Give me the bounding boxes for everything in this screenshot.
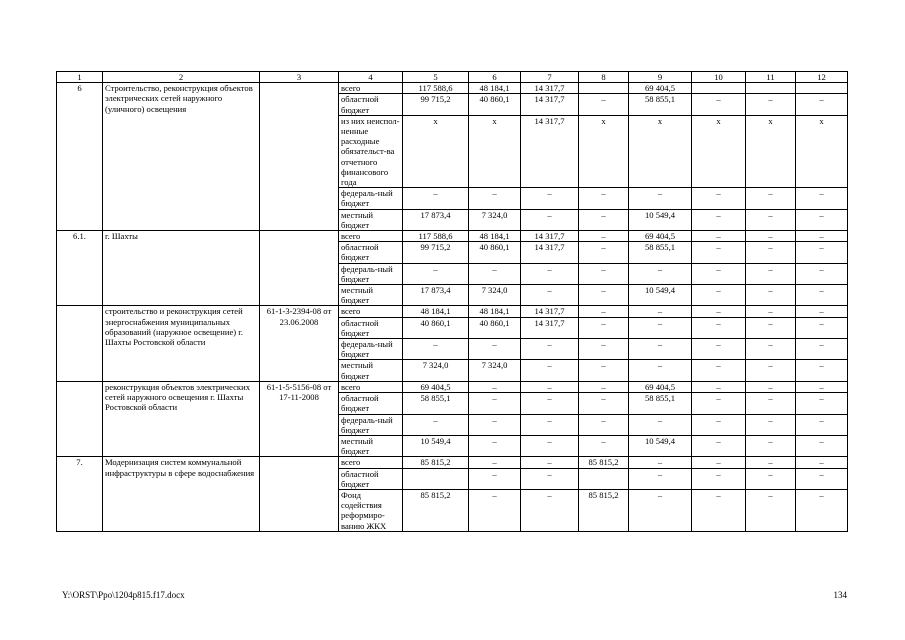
value-cell: 40 860,1 <box>403 317 469 338</box>
document-reference: 61-1-3-2394-08 от 23.06.2008 <box>260 306 339 381</box>
value-cell: – <box>796 188 848 209</box>
value-cell: – <box>579 263 629 284</box>
header-cell: 12 <box>796 72 848 83</box>
value-cell: – <box>579 393 629 414</box>
document-reference <box>260 83 339 231</box>
header-cell: 7 <box>521 72 579 83</box>
value-cell: – <box>579 242 629 263</box>
value-cell: – <box>692 242 746 263</box>
value-cell: 48 184,1 <box>469 306 521 317</box>
value-cell: – <box>579 435 629 456</box>
header-cell: 9 <box>629 72 692 83</box>
value-cell: 58 855,1 <box>403 393 469 414</box>
value-cell: 69 404,5 <box>403 381 469 392</box>
table-row <box>57 83 848 94</box>
value-cell: – <box>692 435 746 456</box>
header-row <box>57 72 848 83</box>
header-cell: 6 <box>469 72 521 83</box>
value-cell: х <box>692 115 746 187</box>
value-cell: – <box>629 489 692 531</box>
value-cell: – <box>796 393 848 414</box>
value-cell: – <box>629 468 692 489</box>
value-cell: – <box>692 393 746 414</box>
funding-source: всего <box>339 306 403 317</box>
funding-source: всего <box>339 381 403 392</box>
table-row <box>57 457 848 468</box>
value-cell: – <box>469 414 521 435</box>
value-cell: – <box>796 285 848 306</box>
item-name: г. Шахты <box>103 231 260 306</box>
value-cell: – <box>692 94 746 115</box>
value-cell: 58 855,1 <box>629 242 692 263</box>
value-cell: – <box>579 285 629 306</box>
funding-source: местный бюджет <box>339 209 403 230</box>
value-cell: – <box>579 209 629 230</box>
value-cell: х <box>629 115 692 187</box>
value-cell: – <box>746 188 796 209</box>
funding-source: всего <box>339 457 403 468</box>
value-cell: 117 588,6 <box>403 83 469 94</box>
value-cell: 7 324,0 <box>469 360 521 381</box>
value-cell: – <box>629 263 692 284</box>
funding-source: областной бюджет <box>339 94 403 115</box>
value-cell: – <box>692 489 746 531</box>
item-name: реконструкция объектов электрических сетей наружного освещения г. Шахты Ростовской области <box>103 381 260 456</box>
value-cell: – <box>692 457 746 468</box>
value-cell: – <box>629 317 692 338</box>
budget-table <box>56 71 848 532</box>
value-cell: – <box>796 306 848 317</box>
value-cell: 40 860,1 <box>469 317 521 338</box>
value-cell: – <box>746 435 796 456</box>
value-cell: 85 815,2 <box>579 489 629 531</box>
value-cell: – <box>796 263 848 284</box>
funding-source: всего <box>339 231 403 242</box>
value-cell: – <box>469 435 521 456</box>
value-cell: – <box>796 468 848 489</box>
item-number: 7. <box>57 457 103 531</box>
value-cell: 14 317,7 <box>521 83 579 94</box>
funding-source: федераль-ный бюджет <box>339 414 403 435</box>
funding-source: областной бюджет <box>339 242 403 263</box>
value-cell: – <box>579 306 629 317</box>
item-name: строительство и реконструкция сетей энергоснабжения муниципальных образований (наружное освещение) г. Шахты Ростовской области <box>103 306 260 381</box>
value-cell: – <box>796 94 848 115</box>
value-cell: – <box>692 339 746 360</box>
value-cell: – <box>796 231 848 242</box>
value-cell <box>579 83 629 94</box>
value-cell: – <box>403 263 469 284</box>
value-cell: – <box>521 435 579 456</box>
value-cell: – <box>746 209 796 230</box>
value-cell: х <box>469 115 521 187</box>
value-cell: – <box>692 360 746 381</box>
value-cell: х <box>796 115 848 187</box>
table-row <box>57 231 848 242</box>
value-cell: 10 549,4 <box>403 435 469 456</box>
header-cell: 2 <box>103 72 260 83</box>
value-cell: – <box>796 435 848 456</box>
item-number: 6.1. <box>57 231 103 306</box>
item-name: Строительство, реконструкция объектов электрических сетей наружного (уличного) освещения <box>103 83 260 231</box>
item-name: Модернизация систем коммунальной инфраструктуры в сфере водоснабжения <box>103 457 260 531</box>
funding-source: областной бюджет <box>339 393 403 414</box>
value-cell: – <box>796 489 848 531</box>
header-cell: 1 <box>57 72 103 83</box>
value-cell: 40 860,1 <box>469 94 521 115</box>
value-cell: – <box>746 381 796 392</box>
value-cell: – <box>746 306 796 317</box>
value-cell: – <box>521 489 579 531</box>
value-cell: – <box>692 317 746 338</box>
value-cell: – <box>579 414 629 435</box>
value-cell <box>746 83 796 94</box>
value-cell: 48 184,1 <box>403 306 469 317</box>
value-cell: – <box>521 414 579 435</box>
value-cell: 14 317,7 <box>521 231 579 242</box>
value-cell: 14 317,7 <box>521 242 579 263</box>
value-cell: х <box>746 115 796 187</box>
value-cell: 85 815,2 <box>579 457 629 468</box>
header-cell: 10 <box>692 72 746 83</box>
value-cell: – <box>692 285 746 306</box>
value-cell: – <box>692 209 746 230</box>
value-cell: – <box>692 263 746 284</box>
document-reference <box>260 231 339 306</box>
value-cell: – <box>521 457 579 468</box>
value-cell: – <box>521 468 579 489</box>
value-cell: 58 855,1 <box>629 393 692 414</box>
value-cell: – <box>469 393 521 414</box>
value-cell: 14 317,7 <box>521 115 579 187</box>
header-cell: 3 <box>260 72 339 83</box>
value-cell: – <box>746 468 796 489</box>
value-cell: – <box>469 188 521 209</box>
value-cell <box>692 83 746 94</box>
value-cell: – <box>796 381 848 392</box>
value-cell: – <box>469 468 521 489</box>
file-path: Y:\ORST\Ppo\1204p815.f17.docx <box>62 590 185 600</box>
value-cell: – <box>521 360 579 381</box>
document-reference: 61-1-5-5156-08 от 17-11-2008 <box>260 381 339 456</box>
value-cell: – <box>521 263 579 284</box>
item-number: 6 <box>57 83 103 231</box>
value-cell: 85 815,2 <box>403 489 469 531</box>
value-cell: – <box>579 381 629 392</box>
value-cell: – <box>629 360 692 381</box>
value-cell: – <box>469 381 521 392</box>
value-cell: х <box>579 115 629 187</box>
value-cell: – <box>521 209 579 230</box>
item-number <box>57 381 103 456</box>
value-cell: – <box>629 306 692 317</box>
value-cell: – <box>746 457 796 468</box>
item-number <box>57 306 103 381</box>
value-cell: 99 715,2 <box>403 242 469 263</box>
value-cell: – <box>746 317 796 338</box>
value-cell: – <box>746 393 796 414</box>
value-cell: – <box>692 468 746 489</box>
funding-source: из них неиспол-ненные расходные обязательст-ва отчетного финансового года <box>339 115 403 187</box>
value-cell: – <box>521 393 579 414</box>
value-cell: 14 317,7 <box>521 317 579 338</box>
value-cell: – <box>692 231 746 242</box>
value-cell: 69 404,5 <box>629 83 692 94</box>
value-cell: – <box>469 263 521 284</box>
value-cell: – <box>521 188 579 209</box>
value-cell: – <box>629 457 692 468</box>
value-cell: – <box>579 317 629 338</box>
value-cell <box>403 468 469 489</box>
value-cell: х <box>403 115 469 187</box>
value-cell: – <box>796 242 848 263</box>
value-cell: – <box>746 263 796 284</box>
table-row <box>57 306 848 317</box>
value-cell: 10 549,4 <box>629 285 692 306</box>
value-cell: – <box>629 339 692 360</box>
value-cell: – <box>796 360 848 381</box>
value-cell: 69 404,5 <box>629 231 692 242</box>
header-cell: 5 <box>403 72 469 83</box>
value-cell: – <box>692 414 746 435</box>
header-cell: 4 <box>339 72 403 83</box>
value-cell: 7 324,0 <box>403 360 469 381</box>
funding-source: областной бюджет <box>339 468 403 489</box>
value-cell: – <box>579 339 629 360</box>
value-cell: – <box>796 457 848 468</box>
value-cell: – <box>521 381 579 392</box>
value-cell: 14 317,7 <box>521 94 579 115</box>
value-cell: – <box>746 231 796 242</box>
value-cell: – <box>403 339 469 360</box>
value-cell: – <box>692 188 746 209</box>
value-cell: 10 549,4 <box>629 209 692 230</box>
page-number: 134 <box>833 590 847 600</box>
funding-source: областной бюджет <box>339 317 403 338</box>
value-cell: – <box>796 317 848 338</box>
value-cell: – <box>746 489 796 531</box>
value-cell: – <box>629 188 692 209</box>
value-cell: 10 549,4 <box>629 435 692 456</box>
funding-source: федераль-ный бюджет <box>339 339 403 360</box>
value-cell: 7 324,0 <box>469 285 521 306</box>
header-cell: 11 <box>746 72 796 83</box>
value-cell: – <box>469 489 521 531</box>
funding-source: федераль-ный бюджет <box>339 263 403 284</box>
value-cell: 17 873,4 <box>403 209 469 230</box>
value-cell: 7 324,0 <box>469 209 521 230</box>
header-cell: 8 <box>579 72 629 83</box>
value-cell: – <box>579 94 629 115</box>
value-cell: – <box>746 94 796 115</box>
value-cell: – <box>521 339 579 360</box>
value-cell: – <box>469 457 521 468</box>
funding-source: федераль-ный бюджет <box>339 188 403 209</box>
value-cell: 69 404,5 <box>629 381 692 392</box>
value-cell: 117 588,6 <box>403 231 469 242</box>
funding-source: Фонд содействия реформиро-ванию ЖКХ <box>339 489 403 531</box>
value-cell: – <box>692 381 746 392</box>
value-cell: – <box>629 414 692 435</box>
value-cell: – <box>796 414 848 435</box>
table-row <box>57 381 848 392</box>
funding-source: местный бюджет <box>339 360 403 381</box>
value-cell <box>579 468 629 489</box>
value-cell: 85 815,2 <box>403 457 469 468</box>
value-cell: – <box>403 188 469 209</box>
value-cell: – <box>521 285 579 306</box>
value-cell: – <box>796 209 848 230</box>
value-cell: – <box>746 285 796 306</box>
value-cell: – <box>746 339 796 360</box>
value-cell: 40 860,1 <box>469 242 521 263</box>
document-reference <box>260 457 339 531</box>
value-cell: 48 184,1 <box>469 231 521 242</box>
value-cell: 14 317,7 <box>521 306 579 317</box>
value-cell: – <box>796 339 848 360</box>
value-cell: 48 184,1 <box>469 83 521 94</box>
value-cell: – <box>579 360 629 381</box>
value-cell <box>796 83 848 94</box>
value-cell: – <box>579 231 629 242</box>
funding-source: местный бюджет <box>339 435 403 456</box>
value-cell: 99 715,2 <box>403 94 469 115</box>
funding-source: местный бюджет <box>339 285 403 306</box>
value-cell: 17 873,4 <box>403 285 469 306</box>
value-cell: – <box>469 339 521 360</box>
value-cell: – <box>746 360 796 381</box>
value-cell: – <box>746 242 796 263</box>
value-cell: – <box>746 414 796 435</box>
value-cell: – <box>579 188 629 209</box>
value-cell: – <box>403 414 469 435</box>
value-cell: 58 855,1 <box>629 94 692 115</box>
value-cell: – <box>692 306 746 317</box>
funding-source: всего <box>339 83 403 94</box>
